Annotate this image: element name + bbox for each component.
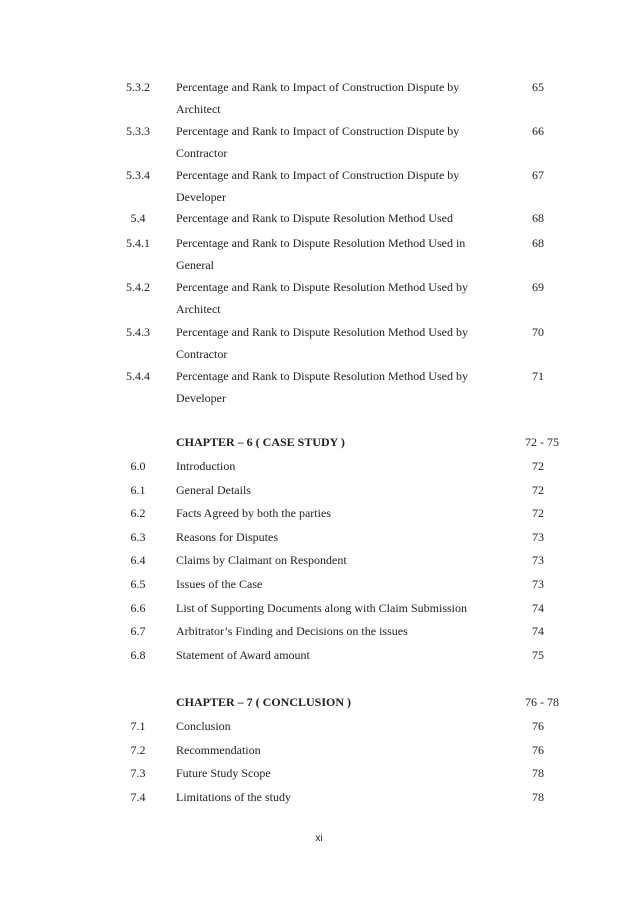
chapter-title: CHAPTER – 6 ( CASE STUDY )	[176, 435, 345, 449]
entry-number: 5.4	[130, 211, 146, 225]
entry-page: 76	[532, 719, 544, 733]
entry-page: 72	[532, 483, 544, 497]
entry-page: 67	[532, 168, 544, 182]
entry-page: 66	[532, 124, 544, 138]
chapter-pages: 72 - 75	[525, 435, 559, 449]
entry-title: Limitations of the study	[176, 790, 291, 804]
entry-title: Percentage and Rank to Dispute Resolution Method Used in General	[176, 236, 466, 272]
entry-title: Percentage and Rank to Dispute Resolution Method Used by Contractor	[176, 325, 468, 361]
entry-number: 6.2	[130, 506, 146, 520]
entry-number: 5.4.3	[126, 325, 150, 339]
chapter-pages: 76 - 78	[525, 695, 559, 709]
entry-number: 7.3	[130, 766, 146, 780]
entry-number: 6.6	[130, 601, 146, 615]
entry-title: Reasons for Disputes	[176, 530, 278, 544]
entry-page: 72	[532, 459, 544, 473]
entry-page: 72	[532, 506, 544, 520]
entry-number: 5.3.4	[126, 168, 150, 182]
entry-number: 6.5	[130, 577, 146, 591]
entry-number: 5.4.1	[126, 236, 150, 250]
entry-number: 5.4.2	[126, 280, 150, 294]
entry-number: 6.8	[130, 648, 146, 662]
entry-title: Statement of Award amount	[176, 648, 310, 662]
entry-page: 73	[532, 577, 544, 591]
entry-number: 7.2	[130, 743, 146, 757]
entry-page: 68	[532, 236, 544, 250]
entry-page: 71	[532, 369, 544, 383]
entry-page: 73	[532, 530, 544, 544]
page-number: xi	[315, 833, 323, 844]
entry-title: Facts Agreed by both the parties	[176, 506, 331, 520]
entry-page: 78	[532, 790, 544, 804]
entry-title: Percentage and Rank to Dispute Resolution Method Used	[176, 211, 453, 225]
entry-title: General Details	[176, 483, 251, 497]
entry-number: 6.1	[130, 483, 146, 497]
entry-title: Conclusion	[176, 719, 231, 733]
entry-title: Percentage and Rank to Dispute Resolution Method Used by Developer	[176, 369, 468, 405]
chapter-title: CHAPTER – 7 ( CONCLUSION )	[176, 695, 352, 709]
entry-number: 7.1	[130, 719, 146, 733]
entry-number: 5.3.3	[126, 124, 150, 138]
entry-title: Introduction	[176, 459, 236, 473]
entry-page: 65	[532, 80, 544, 94]
entry-page: 78	[532, 766, 544, 780]
entry-number: 7.4	[130, 790, 146, 804]
entry-title: Arbitrator’s Finding and Decisions on the issues	[176, 624, 408, 638]
entry-number: 6.3	[130, 530, 146, 544]
entry-title: Percentage and Rank to Impact of Construction Dispute by Contractor	[176, 124, 460, 160]
entry-page: 75	[532, 648, 544, 662]
entry-number: 6.4	[130, 553, 146, 567]
entry-title: Percentage and Rank to Dispute Resolution Method Used by Architect	[176, 280, 468, 316]
entry-page: 74	[532, 624, 544, 638]
entry-title: Percentage and Rank to Impact of Construction Dispute by Architect	[176, 80, 460, 116]
entry-title: Future Study Scope	[176, 766, 271, 780]
entry-number: 6.7	[130, 624, 146, 638]
entry-page: 68	[532, 211, 544, 225]
entry-title: Issues of the Case	[176, 577, 263, 591]
entry-page: 69	[532, 280, 544, 294]
entry-page: 73	[532, 553, 544, 567]
entry-title: Recommendation	[176, 743, 261, 757]
entry-page: 70	[532, 325, 544, 339]
entry-title: List of Supporting Documents along with Claim Submission	[176, 601, 467, 615]
entry-number: 5.3.2	[126, 80, 150, 94]
entry-number: 5.4.4	[126, 369, 150, 383]
entry-title: Claims by Claimant on Respondent	[176, 553, 347, 567]
entry-page: 74	[532, 601, 544, 615]
entry-number: 6.0	[130, 459, 146, 473]
entry-title: Percentage and Rank to Impact of Construction Dispute by Developer	[176, 168, 460, 204]
entry-page: 76	[532, 743, 544, 757]
